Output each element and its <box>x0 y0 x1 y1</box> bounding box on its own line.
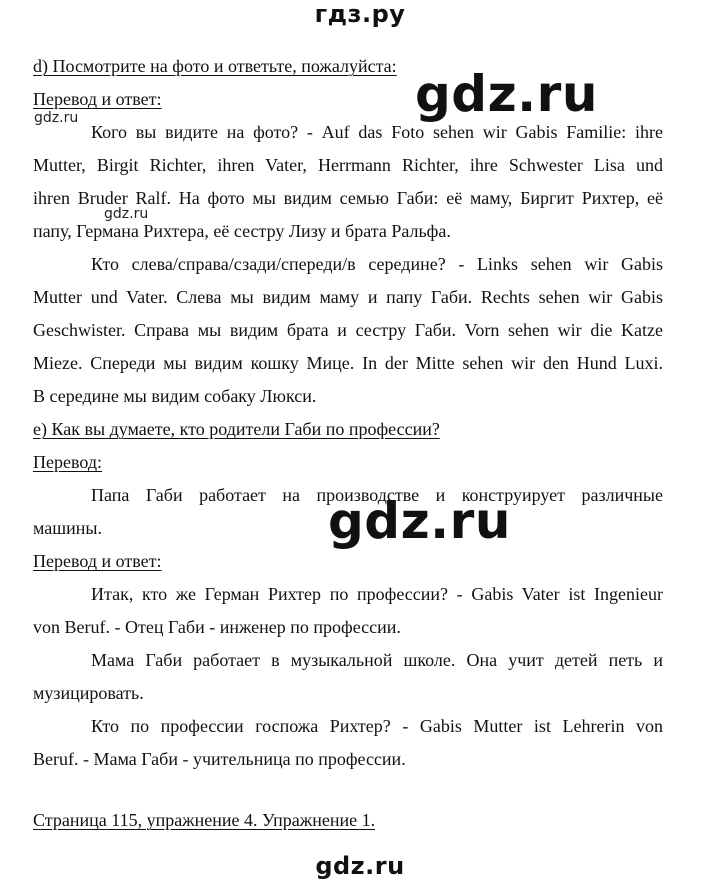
section-d-subheading: Перевод и ответ: <box>33 89 162 109</box>
text-line: von Beruf. - Отец Габи - инженер по профессии. <box>33 617 401 637</box>
section-e-paragraph-3 <box>33 644 663 677</box>
site-header-title: гдз.ру <box>314 0 406 28</box>
text-line: Mutter, Birgit Richter, ihren Vater, Herrmann Richter, ihre Schwester Lisa und <box>33 155 663 175</box>
text-line: Кого вы видите на фото? - Auf das Foto sehen wir Gabis Familie: ihre <box>91 122 663 142</box>
text-line: папу, Германа Рихтера, её сестру Лизу и брата Ральфа. <box>33 221 451 241</box>
spacer <box>33 776 663 804</box>
watermark-large-top: gdz.ru <box>415 65 598 123</box>
text-line: Итак, кто же Герман Рихтер по профессии? - Gabis Vater ist Ingenieur <box>91 584 663 604</box>
section-e-subheading-answer: Перевод и ответ: <box>33 551 162 571</box>
text-line: Mutter und Vater. Слева мы видим маму и папу Габи. Rechts sehen wir Gabis <box>33 287 663 307</box>
text-line: Geschwister. Справа мы видим брата и сестру Габи. Vorn sehen wir die Katze <box>33 320 663 340</box>
section-e-paragraph-4 <box>33 710 663 743</box>
text-line: Beruf. - Мама Габи - учительница по профессии. <box>33 749 406 769</box>
watermark-small-1: gdz.ru <box>34 110 79 126</box>
watermark-small-2: gdz.ru <box>104 206 149 222</box>
site-footer-title: gdz.ru <box>315 852 405 880</box>
text-line: Папа Габи работает на производстве и конструирует различные <box>91 485 663 505</box>
text-line: машины. <box>33 518 102 538</box>
watermark-large-middle: gdz.ru <box>328 492 511 550</box>
section-d-paragraph-2 <box>33 248 663 281</box>
page-reference-link[interactable]: Страница 115, упражнение 4. Упражнение 1. <box>33 810 376 830</box>
text-line: Mieze. Спереди мы видим кошку Мице. In der Mitte sehen wir den Hund Luxi. <box>33 353 663 373</box>
section-e-paragraph-2 <box>33 578 663 611</box>
text-line: ihren Bruder Ralf. На фото мы видим семью Габи: её маму, Биргит Рихтер, её <box>33 188 663 208</box>
text-line: Кто слева/справа/сзади/спереди/в середине? - Links sehen wir Gabis <box>91 254 663 274</box>
section-e-heading: e) Как вы думаете, кто родители Габи по профессии? <box>33 419 440 439</box>
section-e-subheading-translation: Перевод: <box>33 452 102 472</box>
text-line: В середине мы видим собаку Люкси. <box>33 386 317 406</box>
text-line: Кто по профессии госпожа Рихтер? - Gabis Mutter ist Lehrerin von <box>91 716 663 736</box>
text-line: Мама Габи работает в музыкальной школе. Она учит детей петь и <box>91 650 663 670</box>
section-d-heading: d) Посмотрите на фото и ответьте, пожалуйста: <box>33 56 397 76</box>
document-body <box>33 50 663 837</box>
text-line: музицировать. <box>33 683 144 703</box>
